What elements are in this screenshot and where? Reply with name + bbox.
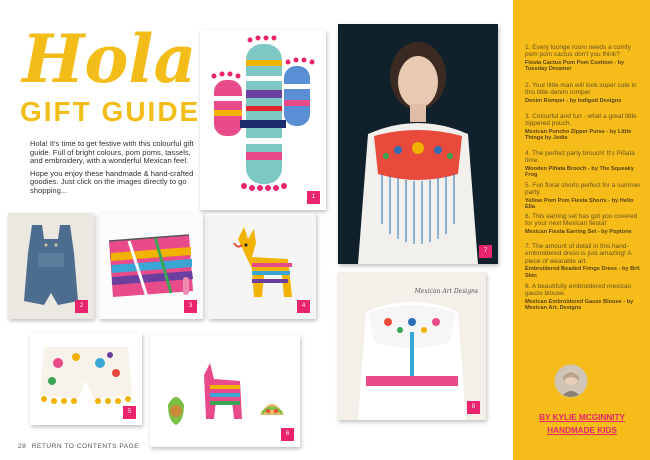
sidebar-item-product-link[interactable]: Mexican Fiesta Earring Set - by Poptone <box>525 228 632 235</box>
photo-number-badge: 2 <box>75 300 88 313</box>
sidebar-item-6 <box>525 213 643 235</box>
sidebar-item-product-link[interactable]: Fiesta Cactus Pom Pom Cushion - by Tuesday Dreamer <box>525 59 625 73</box>
photo-number-badge: 7 <box>479 245 492 258</box>
gift-guide-subtitle: GIFT GUIDE <box>20 96 201 127</box>
photo-number-badge: 5 <box>123 406 136 419</box>
author-avatar <box>554 364 588 398</box>
intro-paragraph-1: Hola! It's time to get festive with this colourful gift guide. Full of bright colours, pom poms, tassels, and embroidery, with a wonderful Mexican feel. <box>30 139 194 166</box>
photo-number-badge: 6 <box>281 428 294 441</box>
photo-number-badge: 8 <box>467 401 480 414</box>
sidebar-item-desc: 5. Fun floral shorts perfect for a summer party. <box>525 182 641 197</box>
sidebar-item-5 <box>525 182 643 211</box>
sidebar-item-product-link[interactable]: Mexican Embroidered Gauze Blouse - by Mexican Art. Designs <box>525 298 634 312</box>
earring-set-image <box>150 335 300 447</box>
sidebar-item-3 <box>525 113 643 142</box>
sidebar-item-desc: 1. Every lounge room needs a comfy pom pom cactus don't you think? <box>525 44 631 59</box>
product-image-embroidered-blouse[interactable] <box>338 272 486 420</box>
sidebar-item-desc: 3. Colourful and fun - what a great little zippered pouch. <box>525 113 637 128</box>
photo-8-caption: Mexican Art Designs <box>414 288 478 295</box>
product-image-beaded-fringe-dress[interactable] <box>338 24 498 264</box>
intro-paragraph-2: Hope you enjoy these handmade & hand-crafted goodies. Just click on the images directly to go shopping... <box>30 168 194 195</box>
page-number: 28 <box>18 443 27 450</box>
sidebar-item-8 <box>525 283 643 312</box>
product-image-zipper-purse[interactable] <box>99 213 203 319</box>
sidebar-item-desc: 6. This earring set has got you covered for your next Mexican fiesta! <box>525 213 638 228</box>
sidebar-item-product-link[interactable]: Denim Romper - by Indigod Designs <box>525 97 622 104</box>
hola-title-text: Hola <box>22 20 197 98</box>
sidebar-item-desc: 8. A beautifully embroidered mexican gauze blouse. <box>525 283 632 298</box>
product-image-cactus-cushion[interactable] <box>200 30 326 210</box>
sidebar-item-product-link[interactable]: Yellow Pom Pom Fiesta Shorts - by Hello Ella <box>525 197 634 211</box>
intro-text <box>30 140 205 200</box>
hola-title <box>18 2 198 100</box>
beaded-dress-image <box>338 24 498 264</box>
sidebar-item-desc: 4. The perfect party brooch! It's Piñata time. <box>525 150 635 165</box>
product-image-earring-set[interactable] <box>150 335 300 447</box>
return-to-contents-link[interactable]: RETURN TO CONTENTS PAGE <box>31 443 140 450</box>
product-image-denim-romper[interactable] <box>8 213 94 319</box>
sidebar-item-product-link[interactable]: Mexican Poncho Zipper Purse - by Little Things by Jodie <box>525 128 632 142</box>
sidebar-item-4 <box>525 150 643 179</box>
sidebar-item-2 <box>525 82 643 104</box>
photo-number-badge: 1 <box>307 191 320 204</box>
sidebar-item-desc: 7. The amount of detail in this hand-embroidered dress is just amazing! A piece of wearable art. <box>525 243 632 265</box>
product-image-floral-shorts[interactable] <box>30 333 142 425</box>
cactus-cushion-image <box>200 30 326 210</box>
sidebar <box>513 0 650 460</box>
sidebar-item-desc: 2. Your little man will look super cute in this little denim romper <box>525 82 637 97</box>
sidebar-item-product-link[interactable]: Wooden Piñata Brooch - by The Squeaky Frog <box>525 165 634 179</box>
author-avatar-image <box>555 365 587 397</box>
footer <box>18 443 139 450</box>
sidebar-item-7 <box>525 243 643 279</box>
photo-number-badge: 4 <box>297 300 310 313</box>
sidebar-item-product-link[interactable]: Embroidered Beaded Fringe Dress - by Brit Skin <box>525 266 640 279</box>
sidebar-item-1 <box>525 44 643 73</box>
author-byline[interactable]: BY KYLIE MCGINNITY <box>539 413 625 422</box>
product-image-pinata-brooch[interactable] <box>208 213 316 319</box>
author-blog-link[interactable]: HANDMADE KIDS <box>547 426 617 435</box>
photo-number-badge: 3 <box>184 300 197 313</box>
